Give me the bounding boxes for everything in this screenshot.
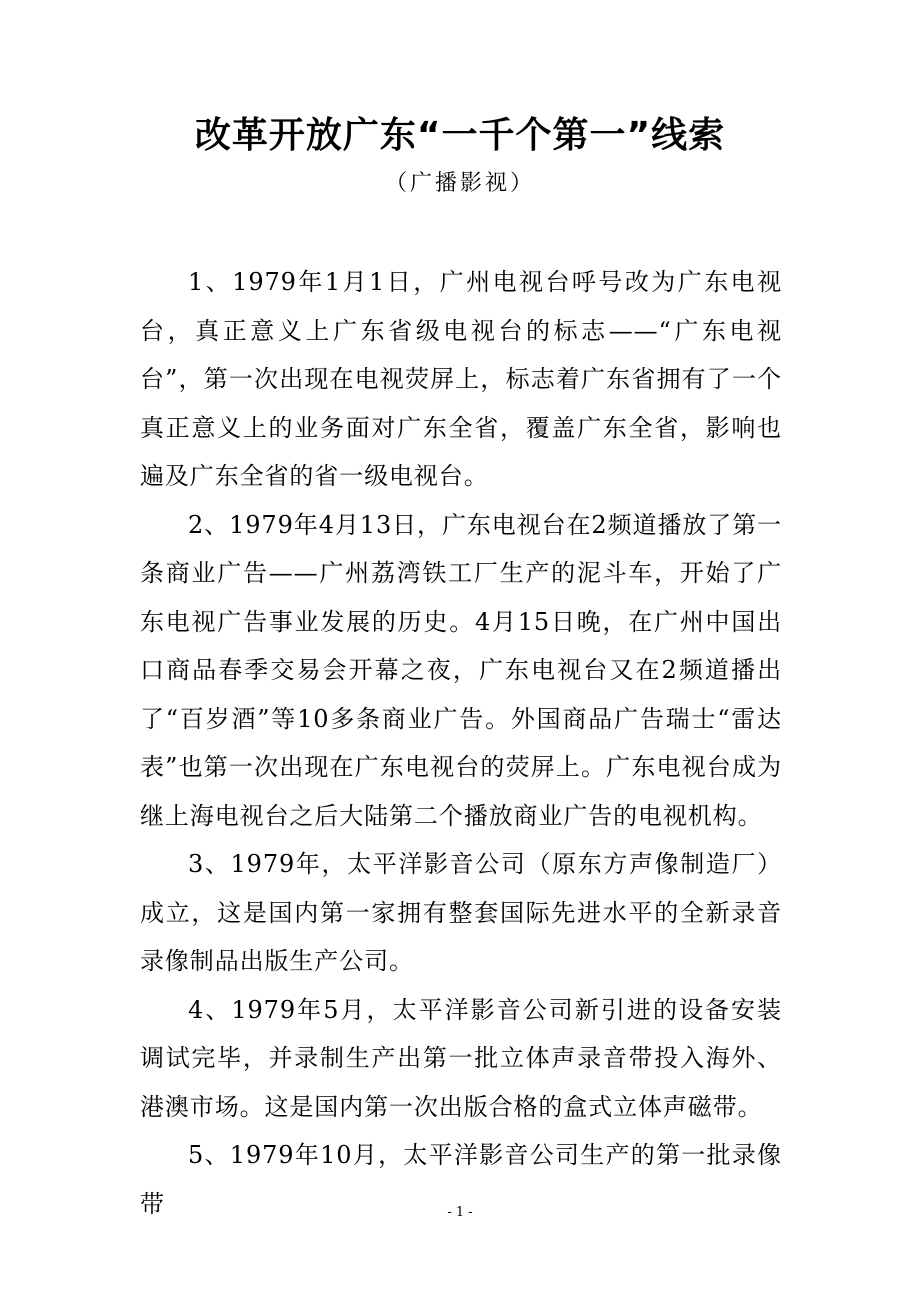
document-subtitle: （广播影视） [384, 171, 535, 196]
paragraph-2: 2、1979年4月13日，广东电视台在2频道播放了第一条商业广告——广州荔湾铁工厂生产的泥斗车，开始了广东电视广告事业发展的历史。4月15日晚，在广州中国出口商品春季交易会开幕之夜，广东电视台又在2频道播出了“百岁酒”等10多条商业广告。外国商品广告瑞士“雷达表”也第一次出现在广东电视台的荧屏上。广东电视台成为继上海电视台之后大陆第二个播放商业广告的电视机构。 [140, 510, 782, 830]
paragraph-4: 4、1979年5月，太平洋影音公司新引进的设备安装调试完毕，并录制生产出第一批立体声录音带投入海外、港澳市场。这是国内第一次出版合格的盒式立体声磁带。 [140, 995, 782, 1121]
document-body [140, 258, 782, 1228]
document-title: 改革开放广东“一千个第一”线索 [194, 115, 726, 156]
paragraph-5: 5、1979年10月，太平洋影音公司生产的第一批录像带 [140, 1141, 782, 1218]
paragraph-3: 3、1979年，太平洋影音公司（原东方声像制造厂）成立，这是国内第一家拥有整套国际先进水平的全新录音录像制品出版生产公司。 [140, 850, 782, 975]
paragraph-1: 1、1979年1月1日，广州电视台呼号改为广东电视台，真正意义上广东省级电视台的标志——“广东电视台”，第一次出现在电视荧屏上，标志着广东省拥有了一个真正意义上的业务面对广东全省，覆盖广东全省，影响也遍及广东全省的省一级电视台。 [140, 268, 782, 490]
page-number: - 1 - [447, 1205, 473, 1220]
